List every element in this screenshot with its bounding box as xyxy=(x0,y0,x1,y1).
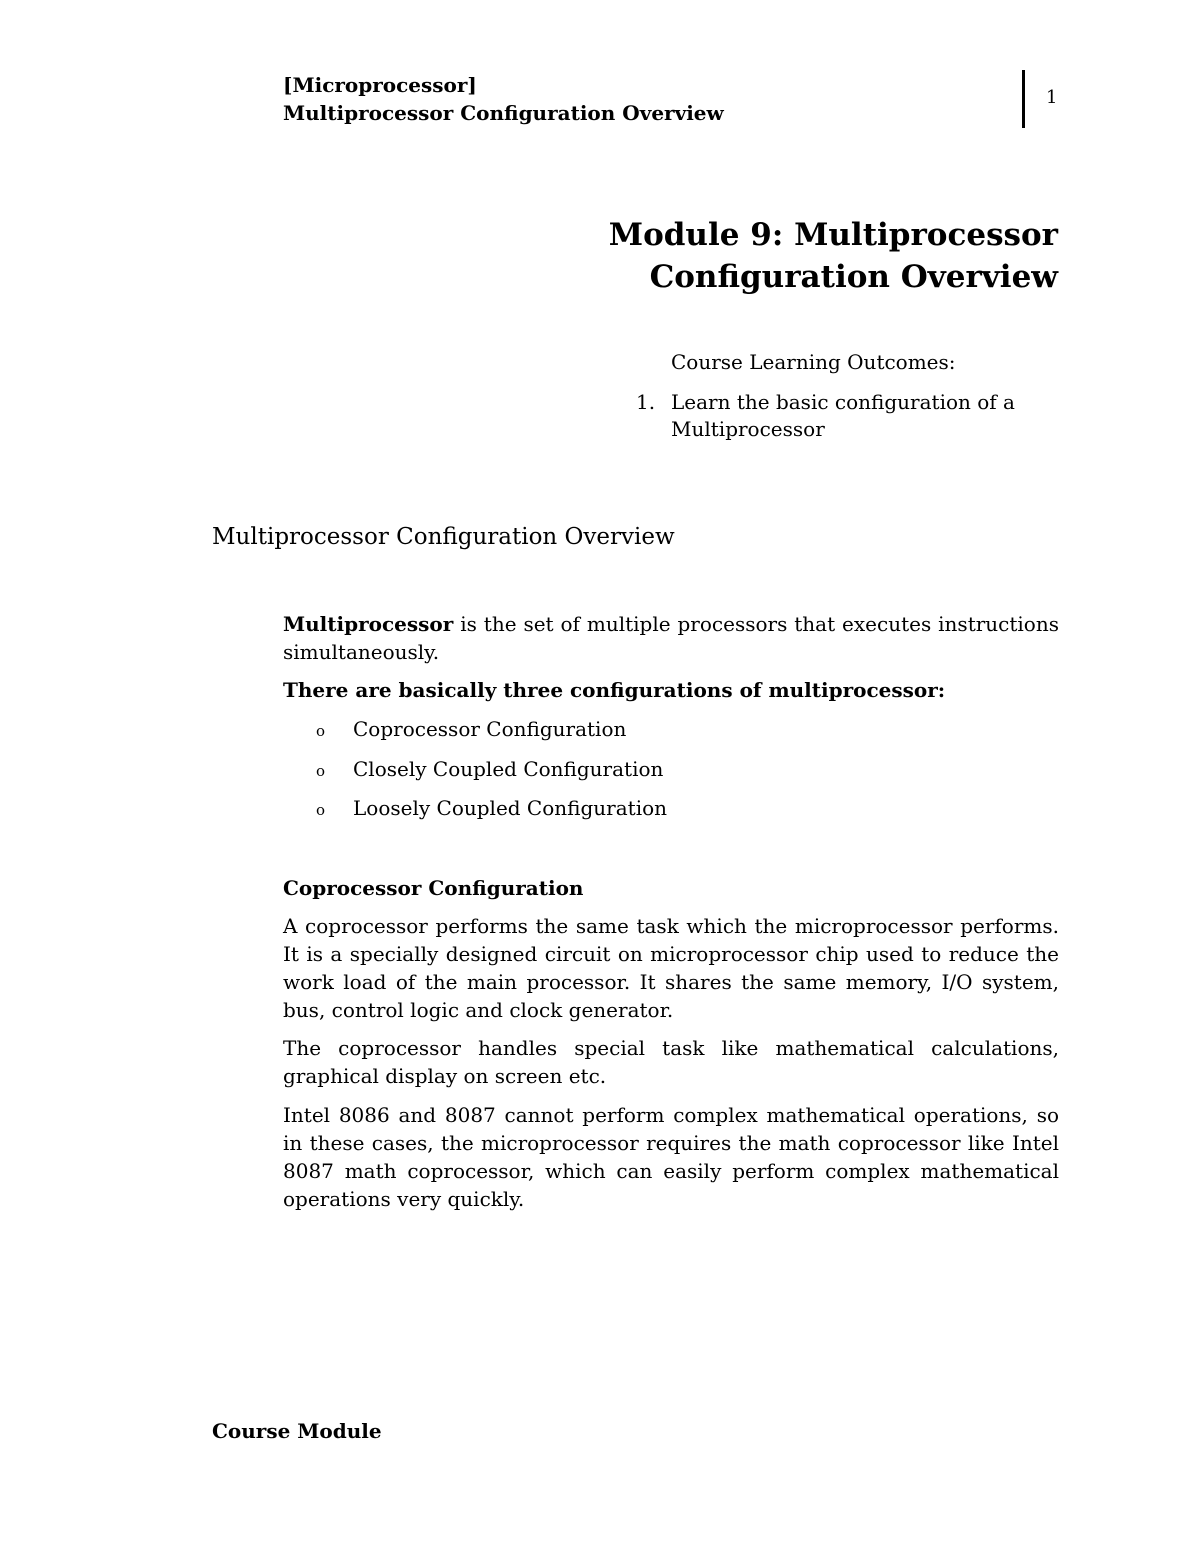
bullet-icon: o xyxy=(316,801,326,819)
coprocessor-paragraph-3: Intel 8086 and 8087 cannot perform complex mathematical operations, so in these cases, the microprocessor requires the math coprocessor like Intel 8087 math coprocessor, which can easily perform complex mathematical operations very quickly. xyxy=(283,1103,1059,1211)
coprocessor-paragraph-1: A coprocessor performs the same task which the microprocessor performs. It is a specially designed circuit on microprocessor chip used to reduce the work load of the main processor. It shares the same memory, I/O system, bus, control logic and clock generator. xyxy=(283,914,1059,1022)
outcome-number: 1. xyxy=(636,390,656,414)
list-item xyxy=(316,755,667,795)
list-item xyxy=(316,715,667,755)
module-title-line2: Configuration Overview xyxy=(649,259,1058,295)
configurations-intro: There are basically three configurations of multiprocessor: xyxy=(283,678,946,702)
header-module-title: Multiprocessor Configuration Overview xyxy=(283,101,724,125)
configuration-label: Closely Coupled Configuration xyxy=(353,756,664,781)
list-item xyxy=(316,794,667,834)
configuration-label: Loosely Coupled Configuration xyxy=(353,796,668,820)
intro-term: Multiprocessor xyxy=(283,612,454,636)
bullet-icon: o xyxy=(316,722,326,740)
outcome-text: Learn the basic configuration of a Multiprocessor xyxy=(671,390,1015,441)
configuration-label: Coprocessor Configuration xyxy=(353,717,627,741)
module-title-line1: Module 9: Multiprocessor xyxy=(608,217,1058,253)
bullet-icon: o xyxy=(316,761,326,780)
intro-paragraph xyxy=(283,610,1059,666)
configurations-list xyxy=(316,715,667,834)
section-heading: Multiprocessor Configuration Overview xyxy=(212,524,675,550)
learning-outcome-item xyxy=(636,389,1036,443)
header-course-title: [Microprocessor] xyxy=(283,73,477,97)
coprocessor-paragraph-2: The coprocessor handles special task like mathematical calculations, graphical display on screen etc. xyxy=(283,1036,1059,1088)
coprocessor-heading: Coprocessor Configuration xyxy=(283,876,584,900)
learning-outcomes-label: Course Learning Outcomes: xyxy=(671,350,956,374)
intro-definition: is the set of multiple processors that executes instructions simultaneously. xyxy=(283,612,1059,664)
page-number: 1 xyxy=(1046,87,1058,108)
footer-label: Course Module xyxy=(212,1419,382,1443)
header-divider xyxy=(1022,70,1025,128)
module-title xyxy=(498,214,1058,298)
